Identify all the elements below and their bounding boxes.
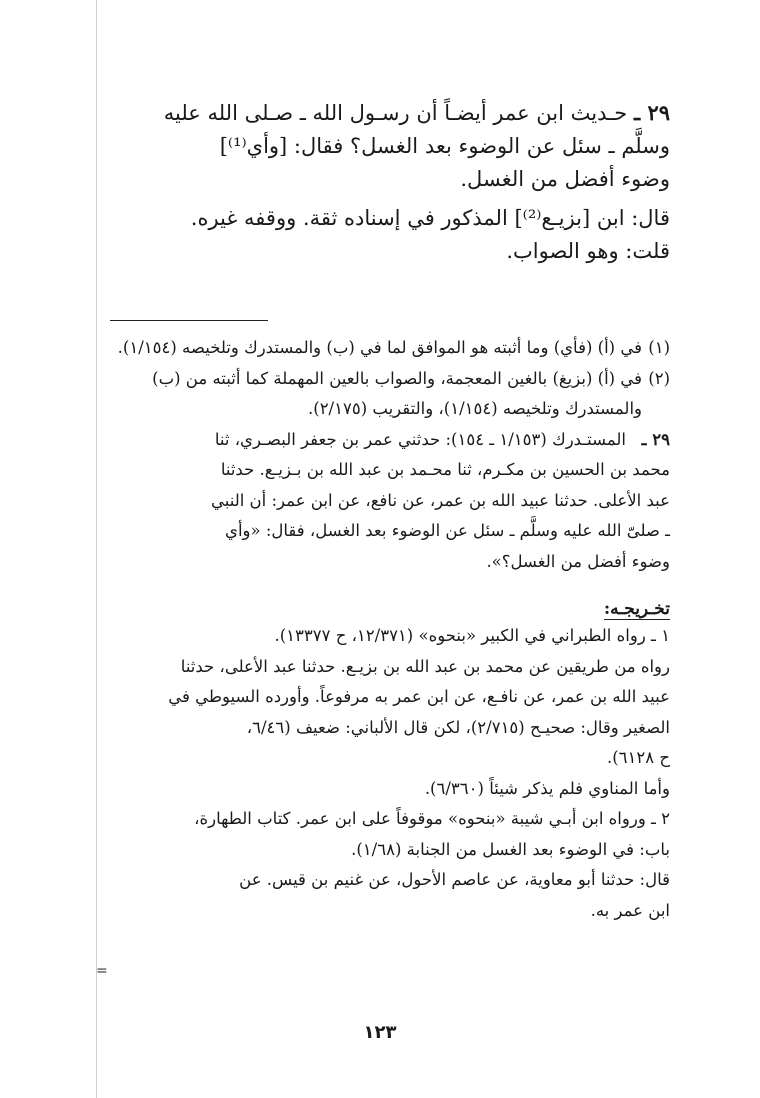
takhrij-line: ٢ ـ ورواه ابن أبـي شيبة «بنحوه» موقوفاً على ابن عمر. كتاب الطهارة، — [194, 809, 670, 828]
footnote-line: في (أ) (بزيغ) بالغين المعجمة، والصواب بالعين المهملة كما أثبته من (ب) — [152, 368, 642, 388]
takhrij-line: قال: حدثنا أبو معاوية، عن عاصم الأحول، عن غنيم بن قيس. عن — [239, 870, 670, 889]
takhrij-line: وأما المناوي فلم يذكر شيئاً (٦/٣٦٠). — [424, 778, 670, 798]
footnote-line: والمستدرك وتلخيصه (١/١٥٤)، والتقريب (٢/١٧٥). — [308, 399, 642, 418]
footnote-1 — [110, 333, 670, 364]
footnote-divider — [110, 320, 268, 321]
takhrij-heading: تخـريجـه: — [603, 599, 670, 619]
margin-mark: = — [96, 963, 108, 979]
footnote-number: (١) — [648, 338, 670, 357]
page-number: ١٢٣ — [363, 1022, 397, 1043]
footnotes — [110, 333, 670, 577]
qala-statement: قال: ابن [بزيـع⁽²⁾] المذكور في إسناده ثقة. ووقفه غيره. — [190, 206, 670, 230]
main-hadith-block — [110, 96, 670, 268]
takhrij-section — [110, 599, 670, 926]
takhrij-line: ١ ـ رواه الطبراني في الكبير «بنحوه» (١٢/٣٧١، ح ١٣٣٧٧). — [274, 626, 670, 645]
hadith-number: ٢٩ ـ — [633, 100, 670, 125]
main-hadith-line-1: ٢٩ ـ حـديث ابن عمر أيضـاً أن رسـول الله ـ صـلى الله عليه — [163, 100, 670, 125]
scan-fold-line — [96, 0, 97, 1098]
qultu-statement: قلت: وهو الصواب. — [506, 239, 670, 263]
takhrij-line: ح ٦١٢٨). — [606, 748, 670, 767]
footnote-line: في (أ) (فأي) وما أثبته هو الموافق لما في (ب) والمستدرك وتلخيصه (١/١٥٤). — [117, 338, 642, 357]
footnote-line: المستـدرك (١/١٥٣ ـ ١٥٤): حدثني عمر بن جعفر البصـري، ثنا — [214, 429, 626, 449]
footnote-number: ٢٩ ـ — [641, 429, 670, 449]
takhrij-line: ابن عمر به. — [590, 900, 670, 920]
takhrij-line: عبيد الله بن عمر، عن نافـع، عن ابن عمر به مرفوعاً. وأورده السيوطي في — [168, 687, 670, 706]
page-content — [110, 96, 670, 926]
takhrij-line: رواه من طريقين عن محمد بن عبد الله بن بزيـع. حدثنا عبد الأعلى، حدثنا — [180, 656, 670, 676]
footnote-line: عبد الأعلى. حدثنا عبيد الله بن عمر، عن نافع، عن ابن عمر: أن النبي — [210, 490, 670, 510]
footnote-2 — [110, 364, 670, 425]
footnote-line: محمد بن الحسين بن مكـرم، ثنا محـمد بن عبد الله بن بـزيـع. حدثنا — [220, 460, 670, 479]
takhrij-line: الصغير وقال: صحيـح (٢/٧١٥)، لكن قال الألباني: ضعيف (٦/٤٦، — [246, 717, 670, 737]
footnote-number: (٢) — [648, 368, 670, 388]
main-hadith-line-2: وسلَّم ـ سئل عن الوضوء بعد الغسل؟ فقال: [وأي⁽¹⁾] — [219, 134, 670, 158]
footnote-hadith-29 — [110, 425, 670, 456]
takhrij-line: باب: في الوضوء بعد الغسل من الجنابة (١/٦٨). — [351, 839, 670, 859]
main-hadith-line-3: وضوء أفضل من الغسل. — [460, 167, 670, 191]
footnote-line: وضوء أفضل من الغسل؟». — [486, 551, 670, 571]
footnote-line: ـ صلىّ الله عليه وسلَّم ـ سئل عن الوضوء بعد الغسل، فقال: «وأي — [225, 521, 670, 540]
